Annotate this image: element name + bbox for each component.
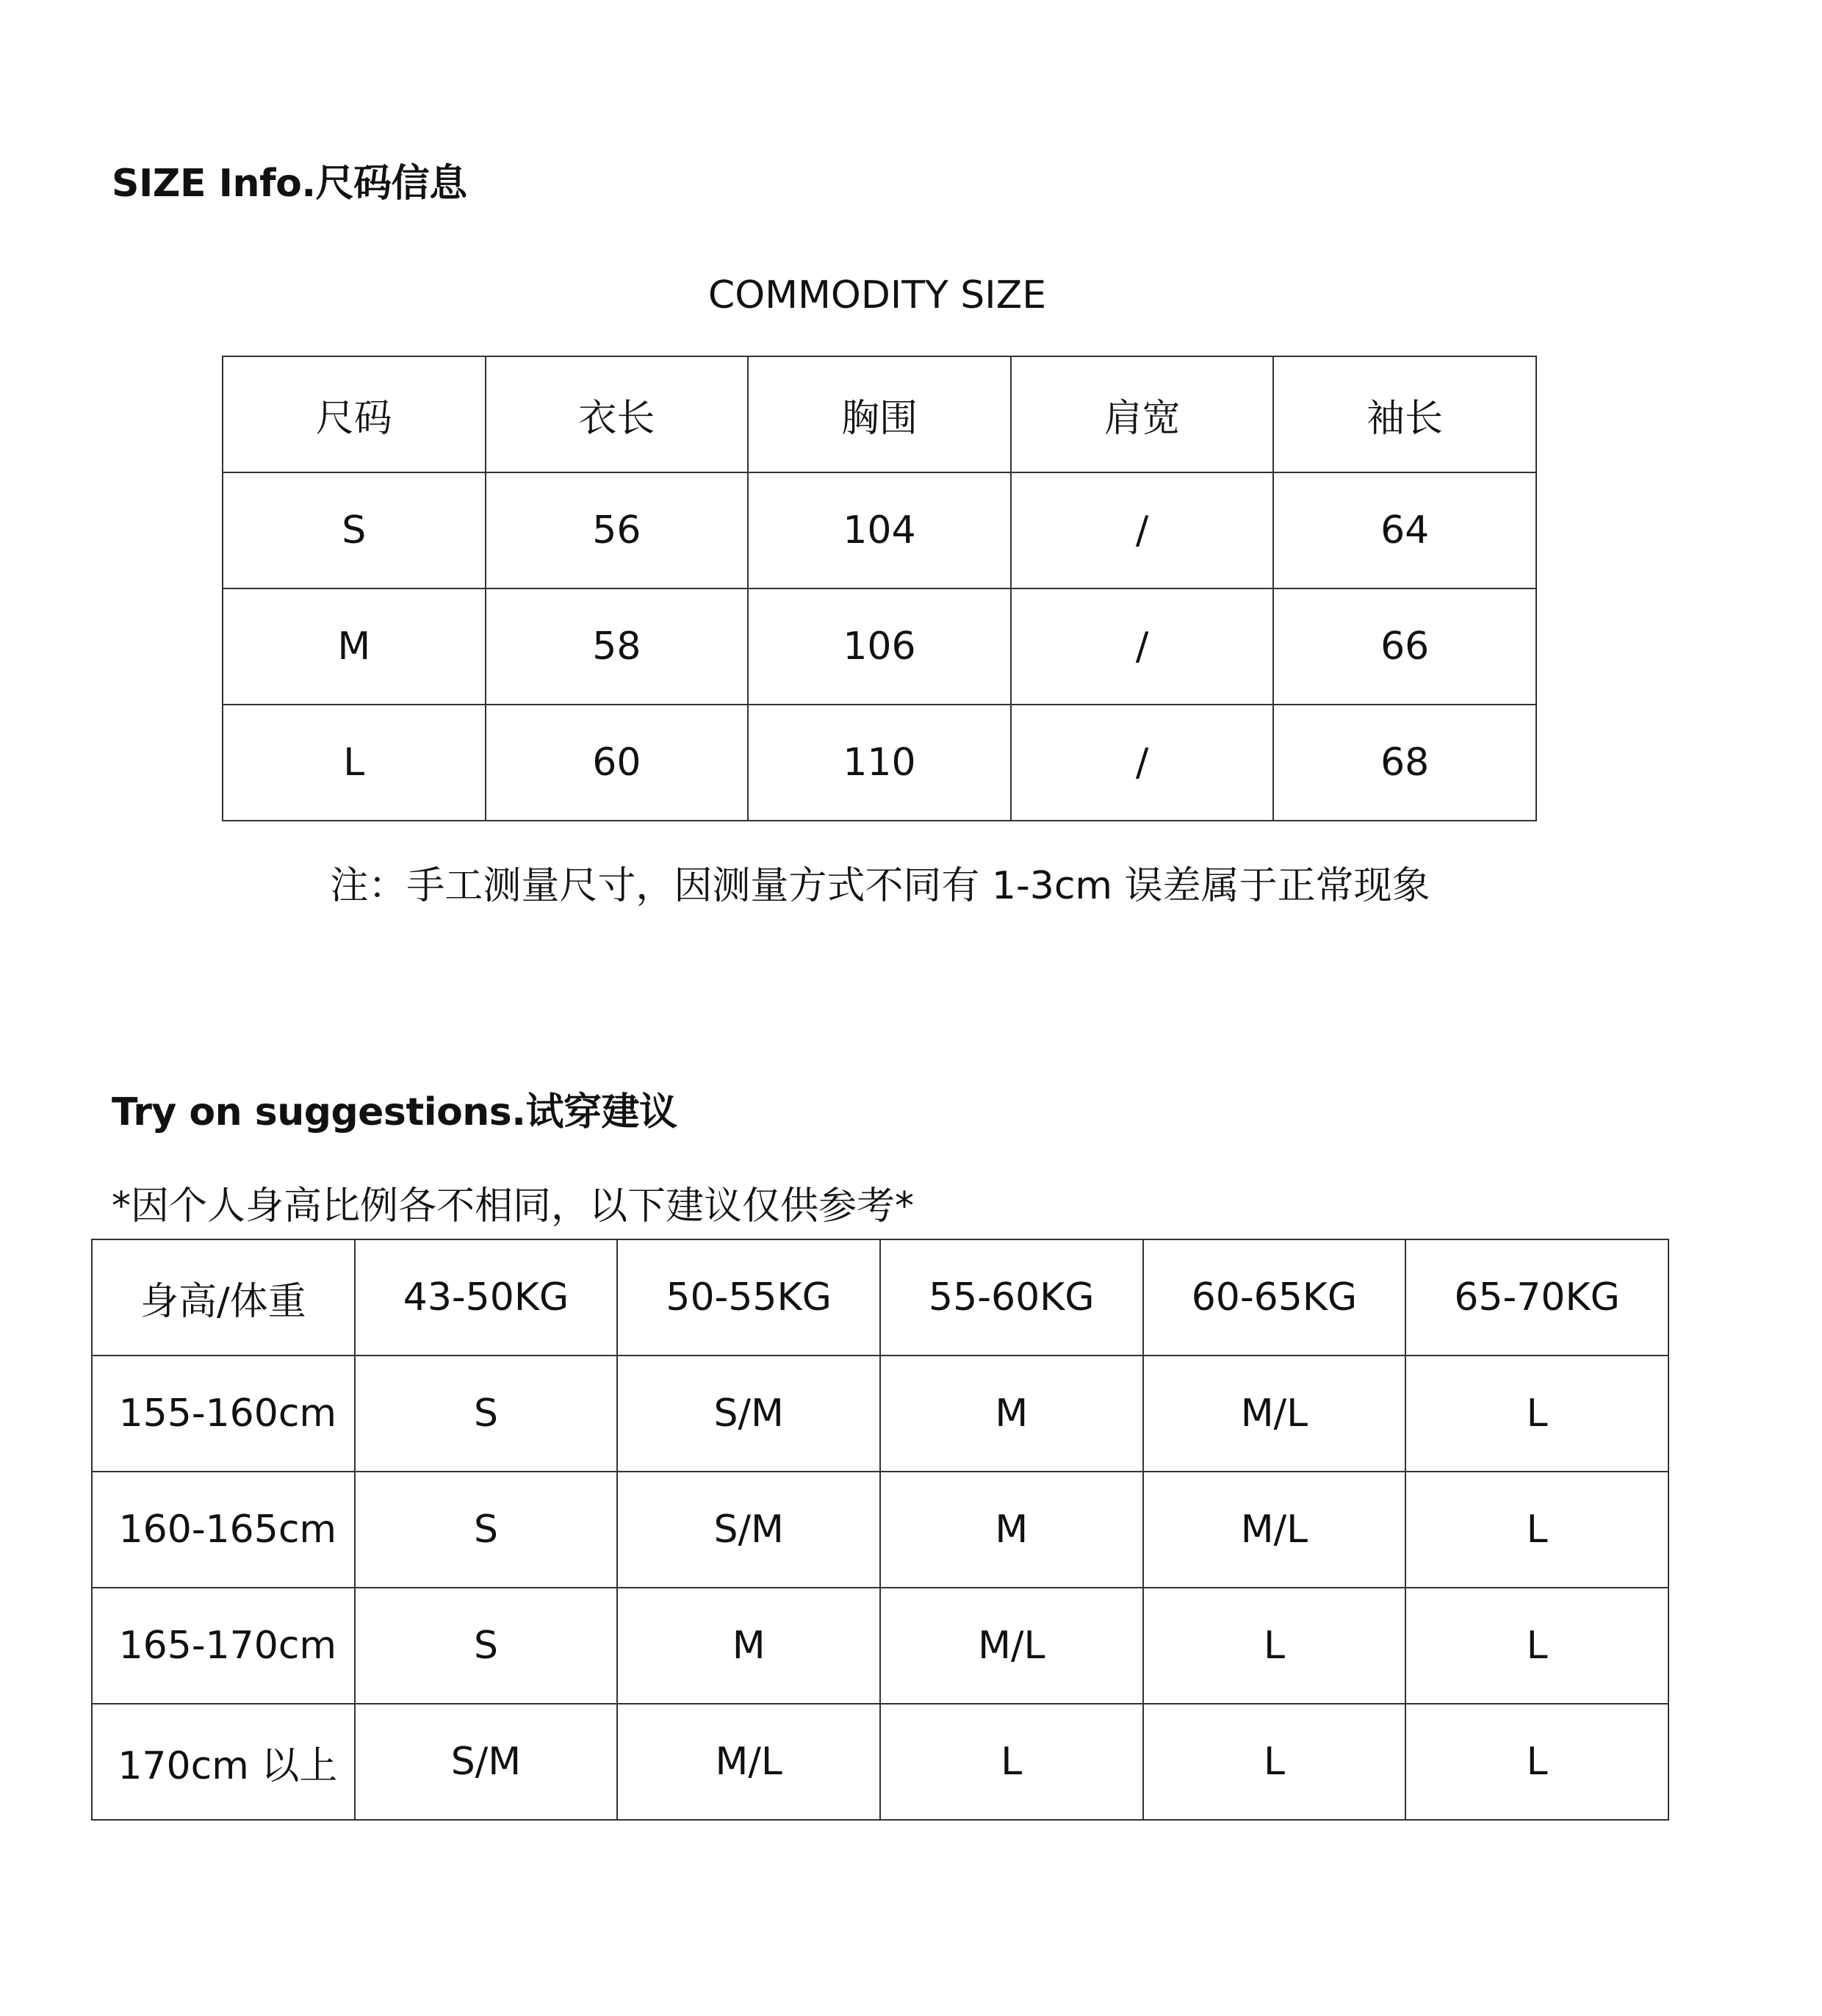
table-cell: 68	[1273, 705, 1536, 821]
row-header: 165-170cm	[92, 1588, 355, 1704]
table-cell: L	[223, 705, 486, 821]
table-cell: S	[223, 472, 486, 588]
column-header: 袖长	[1273, 356, 1536, 472]
table-cell: L	[1405, 1472, 1668, 1588]
table-row	[92, 1356, 1668, 1472]
table-cell: 110	[748, 705, 1011, 821]
table-cell: S	[355, 1588, 618, 1704]
table-cell: 104	[748, 472, 1011, 588]
column-header: 衣长	[486, 356, 749, 472]
table-cell: L	[1405, 1588, 1668, 1704]
table-cell: 60	[486, 705, 749, 821]
commodity-size-table	[222, 356, 1537, 821]
table-cell: L	[880, 1704, 1143, 1820]
try-on-table	[91, 1239, 1669, 1821]
table-cell: L	[1405, 1356, 1668, 1472]
table-cell: S	[355, 1356, 618, 1472]
row-header: 155-160cm	[92, 1356, 355, 1472]
table-cell: /	[1011, 705, 1274, 821]
column-header: 身高/体重	[92, 1239, 355, 1356]
table-cell: M	[223, 588, 486, 705]
table-header-row	[223, 356, 1536, 472]
table-cell: M	[880, 1356, 1143, 1472]
size-info-heading: SIZE Info.尺码信息	[112, 162, 467, 206]
table-cell: 106	[748, 588, 1011, 705]
table-cell: M/L	[617, 1704, 880, 1820]
column-header: 65-70KG	[1405, 1239, 1668, 1356]
column-header: 胸围	[748, 356, 1011, 472]
table-cell: M	[617, 1588, 880, 1704]
table-cell: 56	[486, 472, 749, 588]
table-cell: 58	[486, 588, 749, 705]
table-row	[92, 1588, 1668, 1704]
table-cell: S/M	[355, 1704, 618, 1820]
table-row	[223, 472, 1536, 588]
row-header: 160-165cm	[92, 1472, 355, 1588]
row-header: 170cm 以上	[92, 1704, 355, 1820]
table-row	[223, 705, 1536, 821]
commodity-size-title: COMMODITY SIZE	[707, 273, 1047, 317]
table-row	[92, 1704, 1668, 1820]
table-cell: S	[355, 1472, 618, 1588]
table-row	[92, 1472, 1668, 1588]
table-cell: L	[1405, 1704, 1668, 1820]
column-header: 肩宽	[1011, 356, 1274, 472]
column-header: 55-60KG	[880, 1239, 1143, 1356]
table-cell: /	[1011, 472, 1274, 588]
try-on-disclaimer: *因个人身高比例各不相同，以下建议仅供参考*	[112, 1184, 915, 1228]
table-cell: M/L	[880, 1588, 1143, 1704]
table-cell: L	[1143, 1588, 1406, 1704]
try-on-heading: Try on suggestions.试穿建议	[112, 1090, 677, 1134]
table-cell: S/M	[617, 1356, 880, 1472]
table-cell: L	[1143, 1704, 1406, 1820]
column-header: 60-65KG	[1143, 1239, 1406, 1356]
column-header: 43-50KG	[355, 1239, 618, 1356]
column-header: 尺码	[223, 356, 486, 472]
column-header: 50-55KG	[617, 1239, 880, 1356]
measurement-note: 注：手工测量尺寸，因测量方式不同有 1-3cm 误差属于正常现象	[330, 864, 1430, 908]
table-cell: 66	[1273, 588, 1536, 705]
table-cell: M/L	[1143, 1472, 1406, 1588]
table-cell: M/L	[1143, 1356, 1406, 1472]
table-cell: /	[1011, 588, 1274, 705]
table-header-row	[92, 1239, 1668, 1356]
table-cell: S/M	[617, 1472, 880, 1588]
table-cell: 64	[1273, 472, 1536, 588]
table-cell: M	[880, 1472, 1143, 1588]
table-row	[223, 588, 1536, 705]
